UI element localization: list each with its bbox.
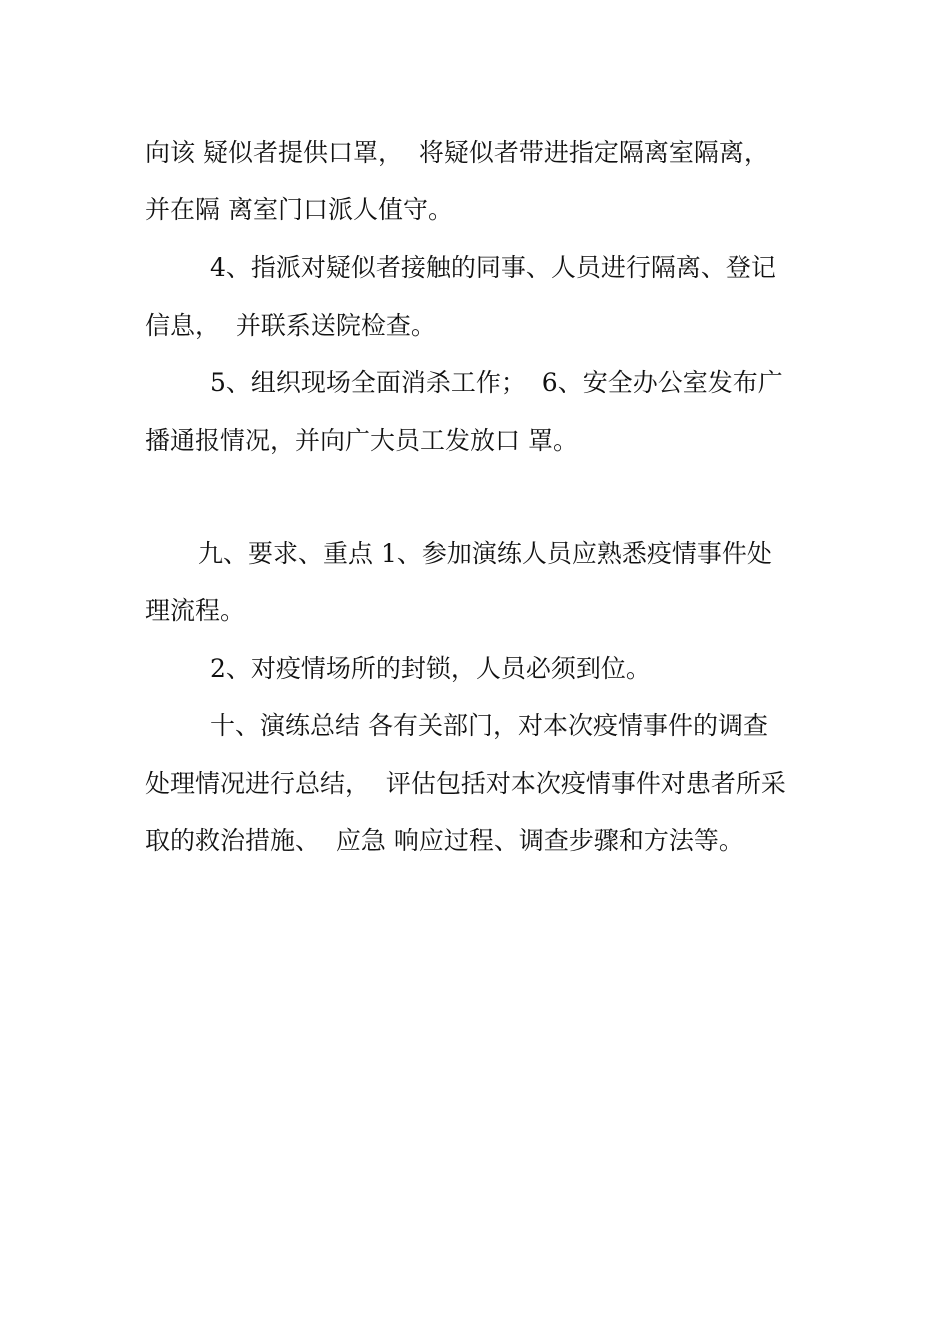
section-ten-line-3: 取的救治措施、 应急 响应过程、调查步骤和方法等。 <box>145 826 744 855</box>
paragraph-2-line-1: 4、指派对疑似者接触的同事、人员进行隔离、登记 <box>210 253 776 282</box>
paragraph-1-line-1: 向该 疑似者提供口罩， 将疑似者带进指定隔离室隔离， <box>145 138 769 167</box>
section-ten-line-1: 十、演练总结 各有关部门，对本次疫情事件的调查 <box>210 711 768 740</box>
section-ten-line-2: 处理情况进行总结， 评估包括对本次疫情事件对患者所采 <box>145 769 786 798</box>
section-nine-line-2: 理流程。 <box>145 596 246 625</box>
paragraph-1-line-2: 并在隔 离室门口派人值守。 <box>145 195 453 224</box>
paragraph-3-line-1: 5、组织现场全面消杀工作； 6、安全办公室发布广 <box>210 368 783 397</box>
paragraph-3-line-2: 播通报情况，并向广大员工发放口 罩。 <box>145 426 578 455</box>
paragraph-2-line-2: 信息， 并联系送院检查。 <box>145 311 436 340</box>
section-nine-item-2: 2、对疫情场所的封锁，人员必须到位。 <box>210 654 651 683</box>
section-nine-line-1: 九、要求、重点 1、参加演练人员应熟悉疫情事件处 <box>198 539 772 568</box>
